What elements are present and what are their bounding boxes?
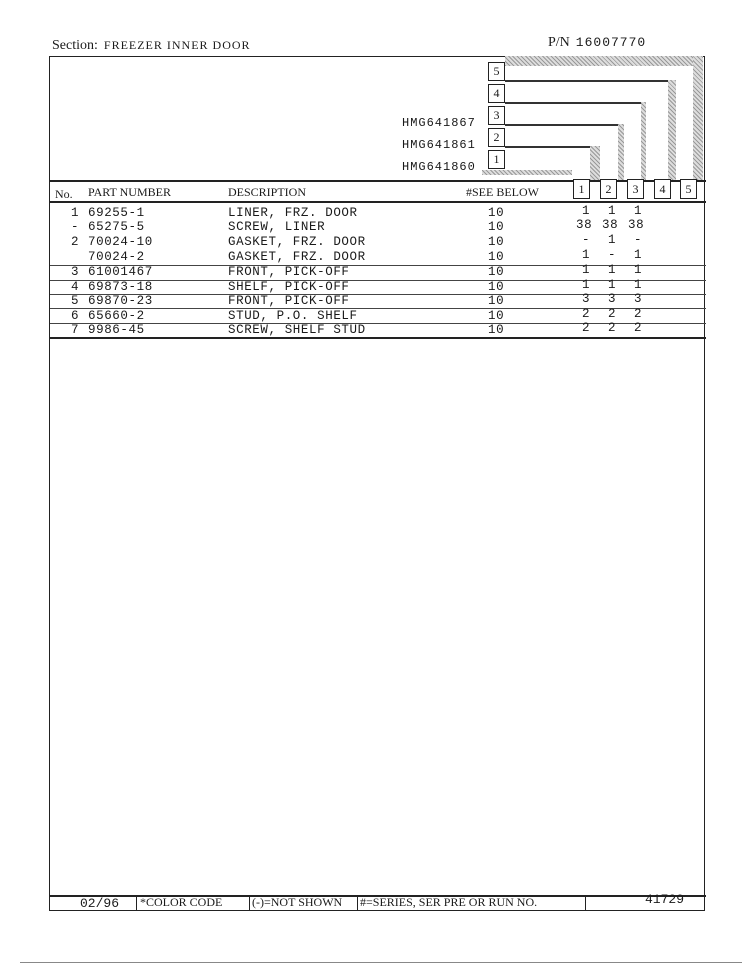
row-divider <box>50 337 706 339</box>
bracket-5-drop <box>693 56 703 180</box>
row-qty-2: 38 <box>602 218 619 232</box>
model-box-5: 5 <box>488 62 505 81</box>
footer-separator <box>585 896 586 910</box>
footer-page-number: 41729 <box>645 892 685 907</box>
header-bottom-rule <box>50 201 706 203</box>
row-description: SCREW, LINER <box>228 220 326 234</box>
row-no: 7 <box>71 323 80 337</box>
bracket-2-line <box>505 124 623 126</box>
model-box-2: 2 <box>488 128 505 147</box>
row-qty-1: 1 <box>582 278 591 292</box>
row-part-number: 61001467 <box>88 265 153 279</box>
row-part-number: 70024-10 <box>88 235 153 249</box>
col-header-description: DESCRIPTION <box>228 185 307 199</box>
row-qty-2: 2 <box>608 321 617 335</box>
row-qty-3: 1 <box>634 204 643 218</box>
row-series: 10 <box>488 265 505 279</box>
row-description: FRONT, PICK-OFF <box>228 294 350 308</box>
row-qty-2: 3 <box>608 292 617 306</box>
bracket-4-line <box>505 80 672 82</box>
row-no: 5 <box>71 294 80 308</box>
bracket-5-top <box>505 56 703 66</box>
col-header-no: No. <box>55 187 73 201</box>
row-qty-2: 2 <box>608 307 617 321</box>
row-qty-1: 1 <box>582 263 591 277</box>
row-qty-2: - <box>608 248 617 262</box>
row-description: GASKET, FRZ. DOOR <box>228 235 366 249</box>
row-qty-2: 1 <box>608 233 617 247</box>
row-no: 3 <box>71 265 80 279</box>
row-part-number: 65660-2 <box>88 309 145 323</box>
footer-not-shown: (-)=NOT SHOWN <box>252 895 343 909</box>
model-label-1: HMG641860 <box>402 160 476 174</box>
footer-color-code: *COLOR CODE <box>140 895 223 909</box>
footer-separator <box>249 896 250 910</box>
row-qty-1: 1 <box>582 248 591 262</box>
row-qty-1: - <box>582 233 591 247</box>
model-box-1: 1 <box>488 150 505 169</box>
row-description: STUD, P.O. SHELF <box>228 309 358 323</box>
model-col-1: 1 <box>573 179 590 199</box>
row-no: 4 <box>71 280 80 294</box>
col-header-part-number: PART NUMBER <box>88 185 171 199</box>
row-description: SHELF, PICK-OFF <box>228 280 350 294</box>
row-qty-2: 1 <box>608 263 617 277</box>
bracket-1-drop <box>590 146 600 180</box>
section-label: Section: <box>52 38 98 53</box>
row-qty-3: 2 <box>634 321 643 335</box>
row-qty-3: 2 <box>634 307 643 321</box>
row-description: GASKET, FRZ. DOOR <box>228 250 366 264</box>
footer-series-note: #=SERIES, SER PRE OR RUN NO. <box>360 895 538 909</box>
row-qty-3: 1 <box>634 248 643 262</box>
row-qty-3: 38 <box>628 218 645 232</box>
row-qty-1: 2 <box>582 307 591 321</box>
row-part-number: 70024-2 <box>88 250 145 264</box>
bracket-shade <box>482 170 572 175</box>
model-box-3: 3 <box>488 106 505 125</box>
row-qty-3: 3 <box>634 292 643 306</box>
part-number-header <box>548 35 646 51</box>
row-qty-3: - <box>634 233 643 247</box>
pn-label: P/N <box>548 35 570 50</box>
row-no: - <box>71 220 80 234</box>
row-series: 10 <box>488 220 505 234</box>
row-qty-3: 1 <box>634 278 643 292</box>
row-series: 10 <box>488 206 505 220</box>
row-qty-1: 1 <box>582 204 591 218</box>
row-no: 6 <box>71 309 80 323</box>
bracket-4-drop <box>668 80 676 180</box>
section-value: FREEZER INNER DOOR <box>103 38 251 52</box>
row-qty-3: 1 <box>634 263 643 277</box>
row-qty-2: 1 <box>608 278 617 292</box>
row-part-number: 9986-45 <box>88 323 145 337</box>
row-qty-1: 3 <box>582 292 591 306</box>
row-part-number: 69870-23 <box>88 294 153 308</box>
row-description: LINER, FRZ. DOOR <box>228 206 358 220</box>
model-label-3: HMG641867 <box>402 116 476 130</box>
row-series: 10 <box>488 294 505 308</box>
footer-separator <box>357 896 358 910</box>
row-no: 1 <box>71 206 80 220</box>
model-label-2: HMG641861 <box>402 138 476 152</box>
model-col-5: 5 <box>680 179 697 199</box>
pn-value: 16007770 <box>575 35 647 50</box>
model-col-3: 3 <box>627 179 644 199</box>
row-description: FRONT, PICK-OFF <box>228 265 350 279</box>
row-series: 10 <box>488 250 505 264</box>
bracket-3-line <box>505 102 645 104</box>
col-header-see-below: #SEE BELOW <box>466 185 539 199</box>
row-series: 10 <box>488 235 505 249</box>
row-part-number: 65275-5 <box>88 220 145 234</box>
row-qty-1: 2 <box>582 321 591 335</box>
footer-date: 02/96 <box>80 896 120 911</box>
bracket-3-drop <box>641 102 646 180</box>
row-description: SCREW, SHELF STUD <box>228 323 366 337</box>
row-part-number: 69255-1 <box>88 206 145 220</box>
row-series: 10 <box>488 309 505 323</box>
model-col-4: 4 <box>654 179 671 199</box>
model-box-4: 4 <box>488 84 505 103</box>
footer-separator <box>136 896 137 910</box>
row-qty-1: 38 <box>576 218 593 232</box>
bracket-1-line <box>505 146 600 148</box>
row-series: 10 <box>488 280 505 294</box>
scan-edge-line <box>20 962 742 963</box>
section-header <box>52 38 251 54</box>
model-col-2: 2 <box>600 179 617 199</box>
row-series: 10 <box>488 323 505 337</box>
row-qty-2: 1 <box>608 204 617 218</box>
row-part-number: 69873-18 <box>88 280 153 294</box>
row-no: 2 <box>71 235 80 249</box>
bracket-2-drop <box>618 124 624 180</box>
